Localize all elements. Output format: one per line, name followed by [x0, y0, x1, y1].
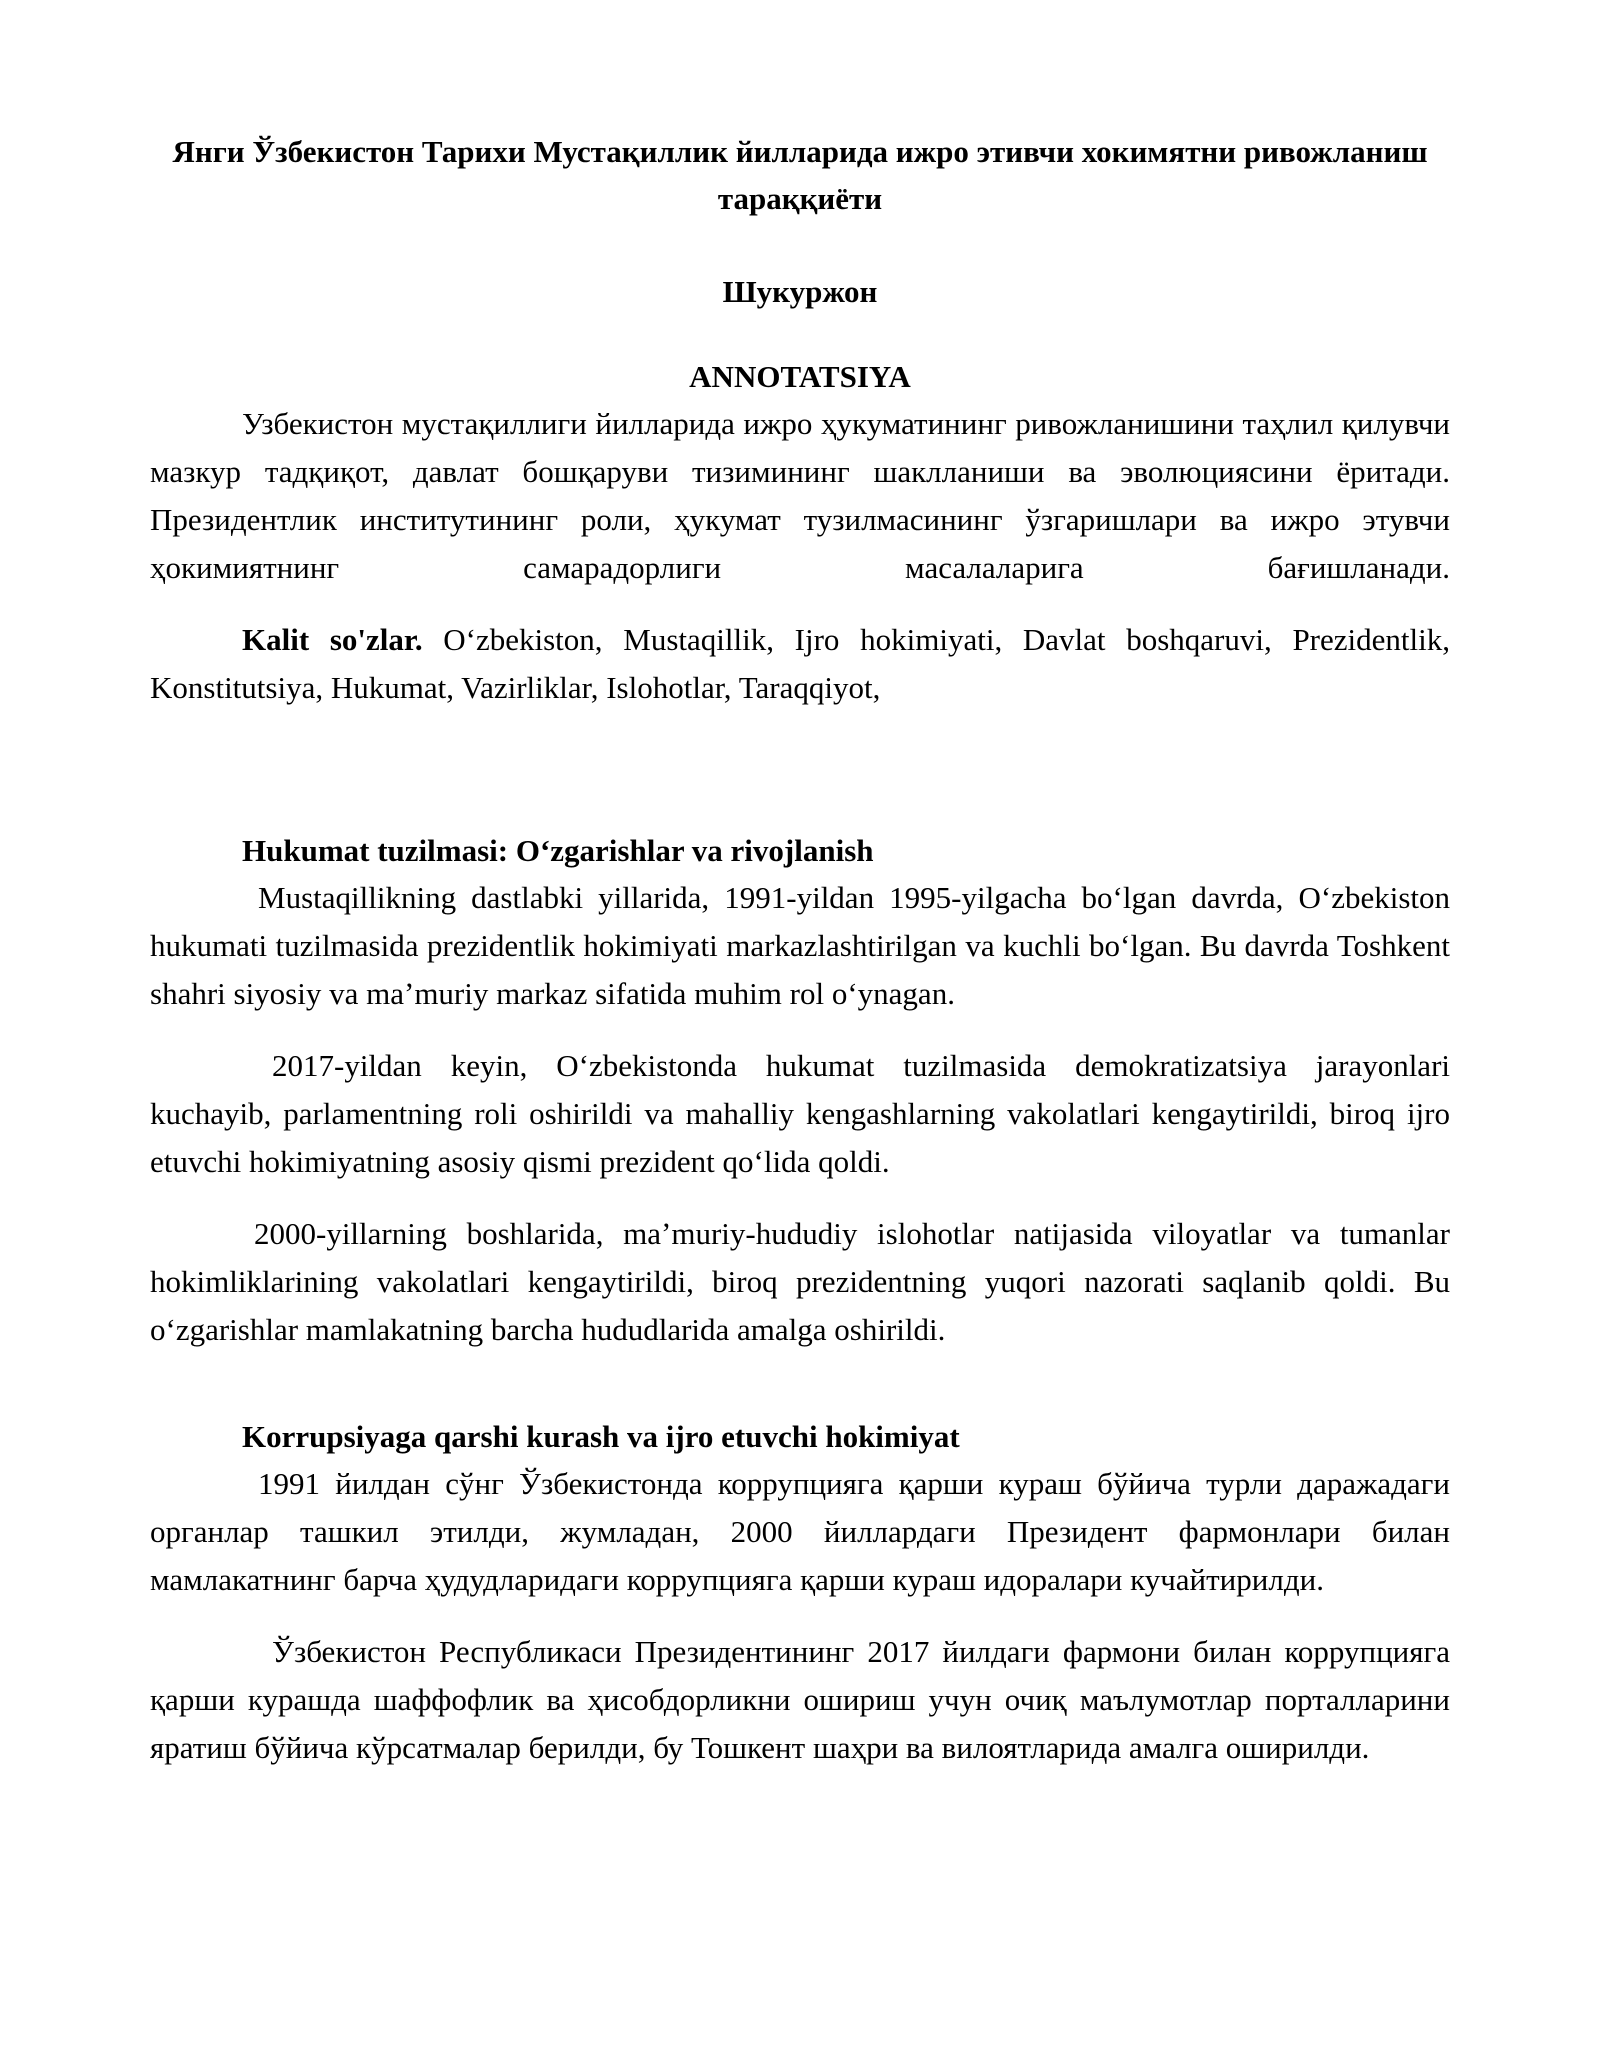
keywords-paragraph: [150, 616, 1450, 712]
paragraph: 2017-yildan keyin, Oʻzbekistonda hukumat tuzilmasida demokratizatsiya jarayonlari kuchayib, parlamentning roli oshirildi va mahalliy kengashlarning vakolatlari kengaytirildi, biroq ijro etuvchi hokimiyatning asosiy qismi prezident qoʻlida qoldi.: [150, 1048, 1450, 1179]
document-page: [150, 128, 1450, 1772]
document-author: Шукуржон: [722, 274, 878, 309]
annotation-heading: ANNOTATSIYA: [689, 359, 911, 394]
section-heading-anti-corruption: Korrupsiyaga qarshi kurash va ijro etuvchi hokimiyat: [242, 1419, 960, 1454]
paragraph: 2000-yillarning boshlarida, maʼmuriy-hududiy islohotlar natijasida viloyatlar va tumanlar hokimliklarining vakolatlari kengaytirildi, biroq prezidentning yuqori nazorati saqlanib qoldi. Bu oʻzgarishlar mamlakatning barcha hududlarida amalga oshirildi.: [150, 1216, 1450, 1347]
keywords-label: Kalit so'zlar.: [242, 622, 423, 657]
annotation-text: Узбекистон мустақиллиги йилларида ижро ҳукуматининг ривожланишини таҳлил қилувчи мазкур тадқиқот, давлат бошқаруви тизимининг шаклланиши ва эволюциясини ёритади. Президентлик институтининг роли, ҳукумат тузилмасининг ўзгаришлари ва ижро этувчи ҳокимиятнинг самарадорлиги масалаларига бағишланади.: [150, 406, 1450, 585]
keywords-text: Oʻzbekiston, Mustaqillik, Ijro hokimiyati, Davlat boshqaruvi, Prezidentlik, Konstitutsiya, Hukumat, Vazirliklar, Islohotlar, Taraqqiyot,: [150, 622, 1450, 705]
paragraph: Mustaqillikning dastlabki yillarida, 1991-yildan 1995-yilgacha boʻlgan davrda, Oʻzbekiston hukumati tuzilmasida prezidentlik hokimiyati markazlashtirilgan va kuchli boʻlgan. Bu davrda Toshkent shahri siyosiy va maʼmuriy markaz sifatida muhim rol oʻynagan.: [150, 880, 1450, 1011]
paragraph: 1991 йилдан сўнг Ўзбекистонда коррупцияга қарши кураш бўйича турли даражадаги органлар ташкил этилди, жумладан, 2000 йиллардаги Президент фармонлари билан мамлакатнинг барча ҳудудларидаги коррупцияга қарши кураш идоралари кучайтирилди.: [150, 1466, 1450, 1597]
document-title: Янги Ўзбекистон Тарихи Мустақиллик йилларида ижро этивчи хокимятни ривожланиш тараққиёти: [172, 134, 1428, 216]
section-heading-government-structure: Hukumat tuzilmasi: Oʻzgarishlar va rivojlanish: [242, 833, 874, 868]
paragraph: Ўзбекистон Республикаси Президентининг 2017 йилдаги фармони билан коррупцияга қарши курашда шаффофлик ва ҳисобдорликни ошириш учун очиқ маълумотлар порталларини яратиш бўйича кўрсатмалар берилди, бу Тошкент шаҳри ва вилоятларида амалга оширилди.: [150, 1634, 1450, 1765]
